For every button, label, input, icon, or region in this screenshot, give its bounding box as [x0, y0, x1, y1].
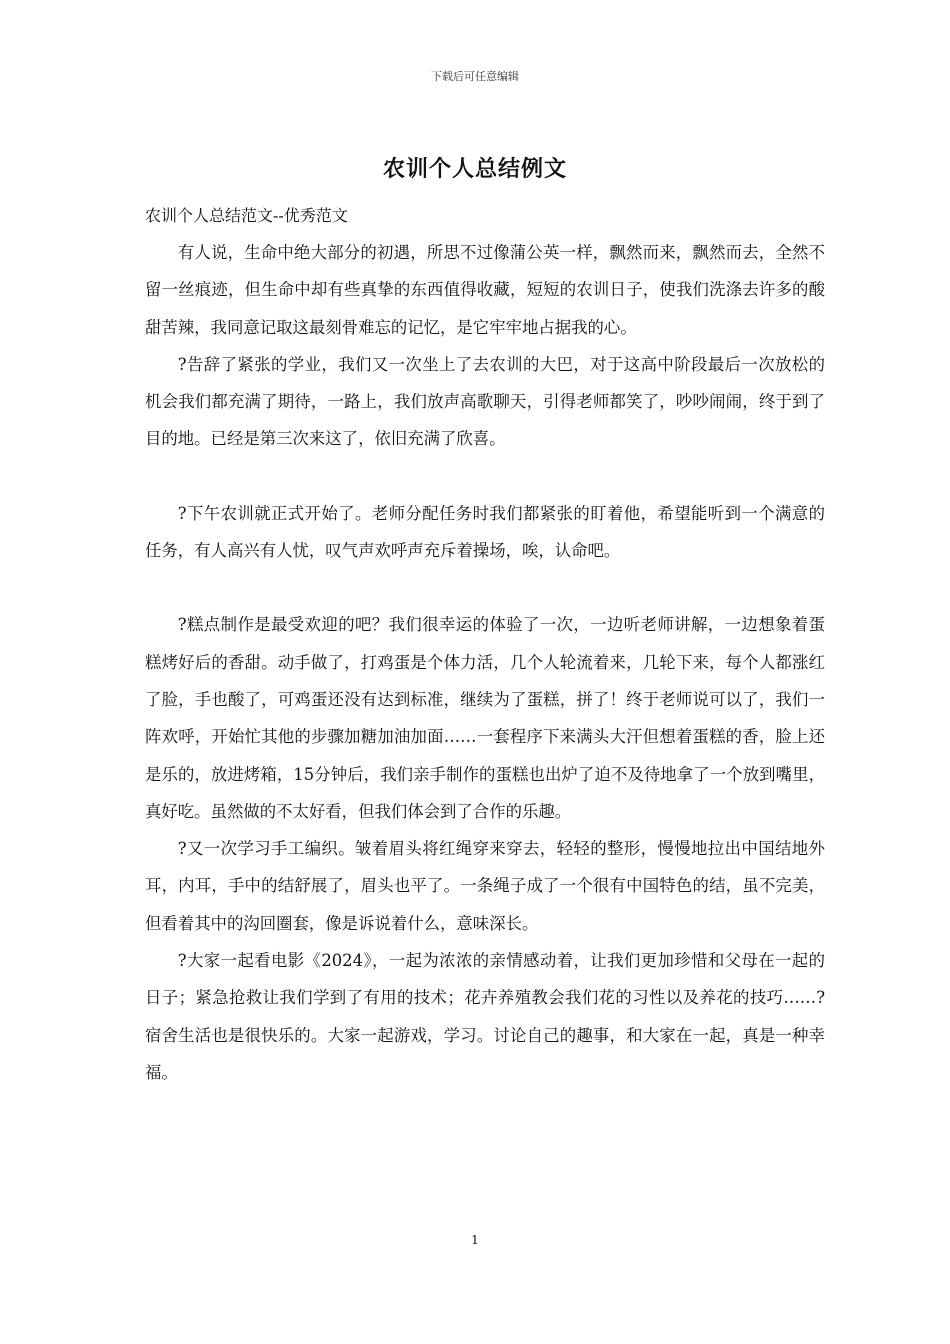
document-body [145, 234, 825, 1091]
document-title: 农训个人总结例文 [382, 156, 567, 182]
page-number: 1 [471, 1233, 479, 1247]
page-header: 下载后可任意编辑 [431, 70, 519, 83]
paragraph: ?又一次学习手工编织。皱着眉头将红绳穿来穿去，轻轻的整形，慢慢地拉出中国结地外耳，内耳，手中的结舒展了，眉头也平了。一条绳子成了一个很有中国特色的结，虽不完美，但看着其中的沟回圈套，像是诉说着什么，意味深长。 [145, 839, 825, 933]
paragraph-gap [145, 458, 825, 495]
paragraph: ?糕点制作是最受欢迎的吧？我们很幸运的体验了一次，一边听老师讲解，一边想象着蛋糕烤好后的香甜。动手做了，打鸡蛋是个体力活，几个人轮流着来，几轮下来，每个人都涨红了脸，手也酸了，可鸡蛋还没有达到标准，继续为了蛋糕，拼了！终于老师说可以了，我们一阵欢呼，开始忙其他的步骤加糖加油加面……一套程序下来满头大汗但想着蛋糕的香，脸上还是乐的，放进烤箱，15分钟后，我们亲手制作的蛋糕也出炉了迫不及待地拿了一个放到嘴里，真好吃。虽然做的不太好看，但我们体会到了合作的乐趣。 [145, 615, 825, 821]
paragraph: ?下午农训就正式开始了。老师分配任务时我们都紧张的盯着他，希望能听到一个满意的任务，有人高兴有人忧，叹气声欢呼声充斥着操场，唉，认命吧。 [145, 503, 825, 561]
paragraph-gap [145, 569, 825, 606]
paragraph: ?大家一起看电影《2024》，一起为浓浓的亲情感动着，让我们更加珍惜和父母在一起的日子；紧急抢救让我们学到了有用的技术；花卉养殖教会我们花的习性以及养花的技巧……?宿舍生活也是很快乐的。大家一起游戏，学习。讨论自己的趣事，和大家在一起，真是一种幸福。 [145, 951, 825, 1082]
document-subtitle: 农训个人总结范文--优秀范文 [145, 206, 348, 225]
paragraph: ?告辞了紧张的学业，我们又一次坐上了去农训的大巴，对于这高中阶段最后一次放松的机会我们都充满了期待，一路上，我们放声高歌聊天，引得老师都笑了，吵吵闹闹，终于到了目的地。已经是第三次来这了，依旧充满了欣喜。 [145, 354, 825, 449]
paragraph: 有人说，生命中绝大部分的初遇，所思不过像蒲公英一样，飘然而来，飘然而去，全然不留一丝痕迹，但生命中却有些真挚的东西值得收藏，短短的农训日子，使我们洗涤去许多的酸甜苦辣，我同意记取这最刻骨难忘的记忆，是它牢牢地占据我的心。 [145, 243, 825, 337]
